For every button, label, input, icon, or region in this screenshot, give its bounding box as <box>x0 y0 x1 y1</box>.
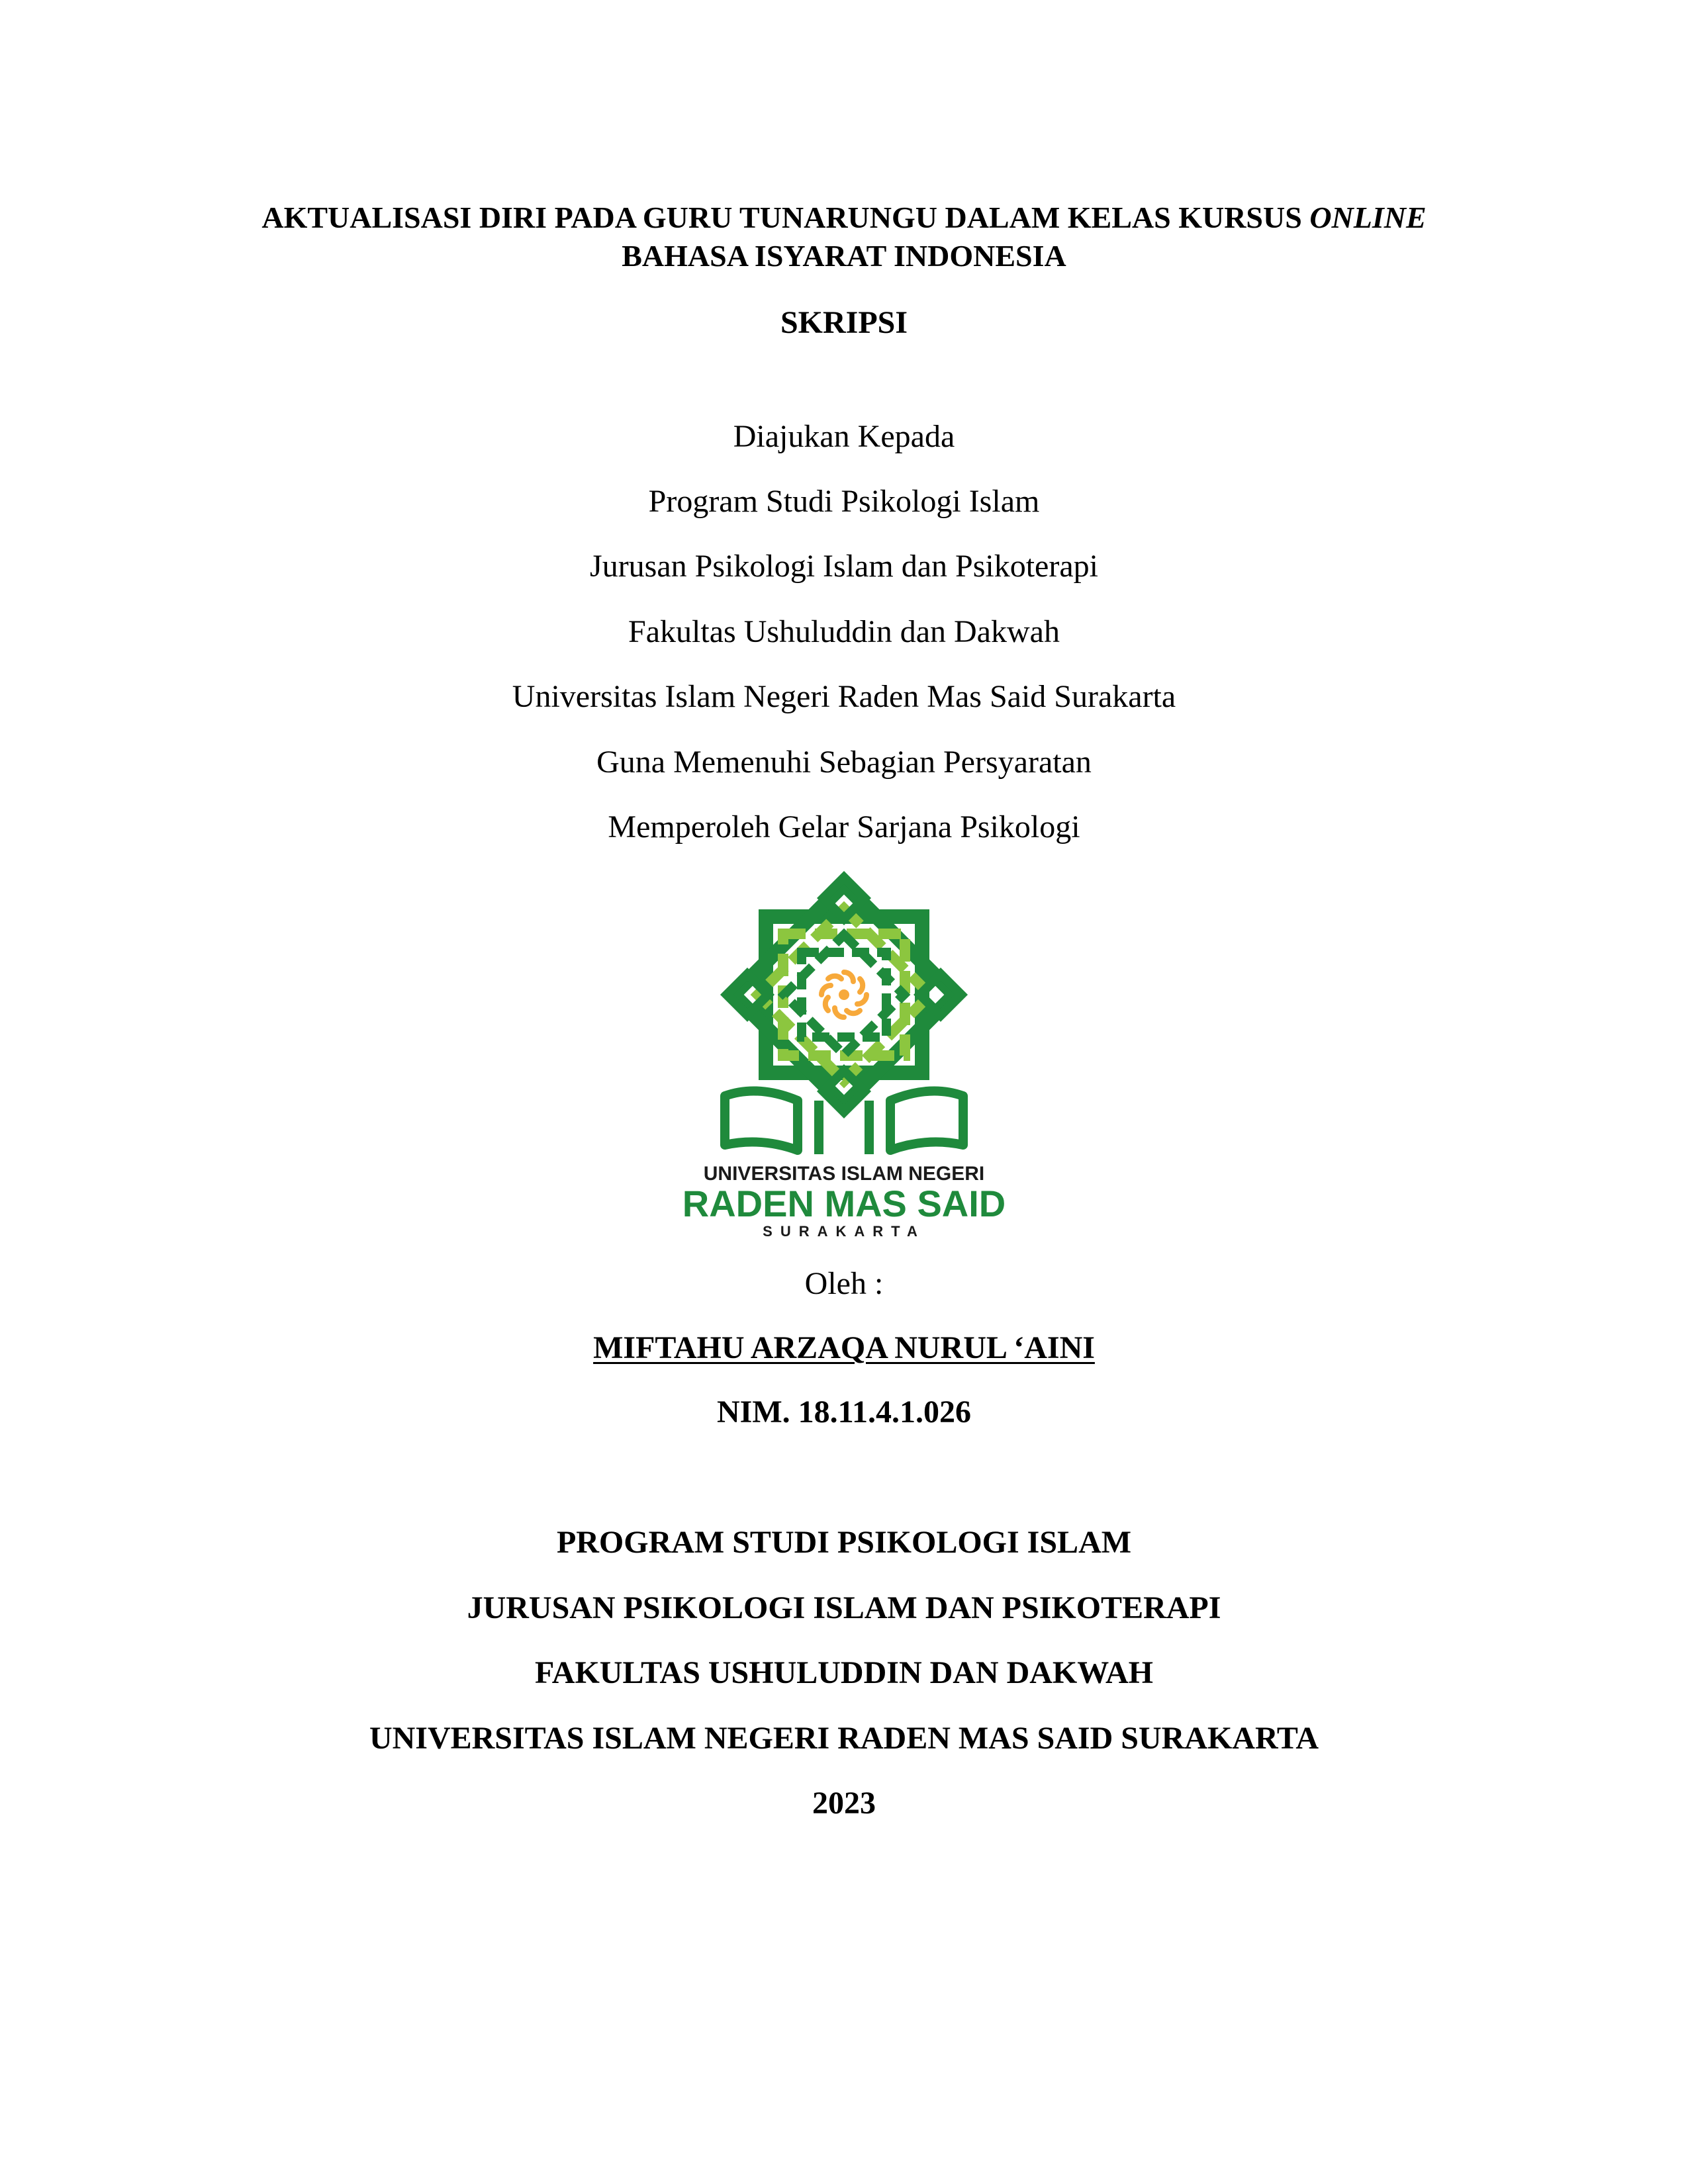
institution-line: FAKULTAS USHULUDDIN DAN DAKWAH <box>535 1655 1153 1690</box>
university-logo <box>682 872 1006 1243</box>
submission-line: Diajukan Kepada <box>733 419 955 454</box>
author-name: MIFTAHU ARZAQA NURUL ‘AINI <box>593 1330 1095 1365</box>
thesis-title-italic: ONLINE <box>1309 201 1427 234</box>
submission-line: Program Studi Psikologi Islam <box>648 484 1040 519</box>
submission-line: Memperoleh Gelar Sarjana Psikologi <box>608 809 1080 844</box>
star-ornament <box>727 878 961 1112</box>
thesis-title-line-1 <box>0 203 1688 233</box>
logo-text-line-3: SURAKARTA <box>763 1223 925 1240</box>
thesis-title-main: AKTUALISASI DIRI PADA GURU TUNARUNGU DALAM KELAS KURSUS <box>261 201 1310 234</box>
submission-line: Universitas Islam Negeri Raden Mas Said Surakarta <box>512 679 1176 714</box>
author-name-line <box>0 1332 1688 1364</box>
thesis-title-line-2: BAHASA ISYARAT INDONESIA <box>622 239 1066 273</box>
year: 2023 <box>812 1786 876 1821</box>
institution-line: UNIVERSITAS ISLAM NEGERI RADEN MAS SAID SURAKARTA <box>369 1721 1319 1756</box>
submission-line: Jurusan Psikologi Islam dan Psikoterapi <box>590 549 1098 584</box>
institution-line: PROGRAM STUDI PSIKOLOGI ISLAM <box>556 1525 1132 1560</box>
by-label: Oleh : <box>804 1266 884 1301</box>
submission-line: Fakultas Ushuluddin dan Dakwah <box>628 614 1060 649</box>
document-type: SKRIPSI <box>780 305 908 340</box>
university-emblem <box>682 872 1006 1243</box>
logo-text-line-1: UNIVERSITAS ISLAM NEGERI <box>703 1163 985 1185</box>
submission-line: Guna Memenuhi Sebagian Persyaratan <box>596 745 1092 780</box>
logo-text-line-2: RADEN MAS SAID <box>682 1183 1006 1224</box>
student-id: NIM. 18.11.4.1.026 <box>717 1394 971 1430</box>
institution-line: JURUSAN PSIKOLOGI ISLAM DAN PSIKOTERAPI <box>467 1590 1221 1625</box>
